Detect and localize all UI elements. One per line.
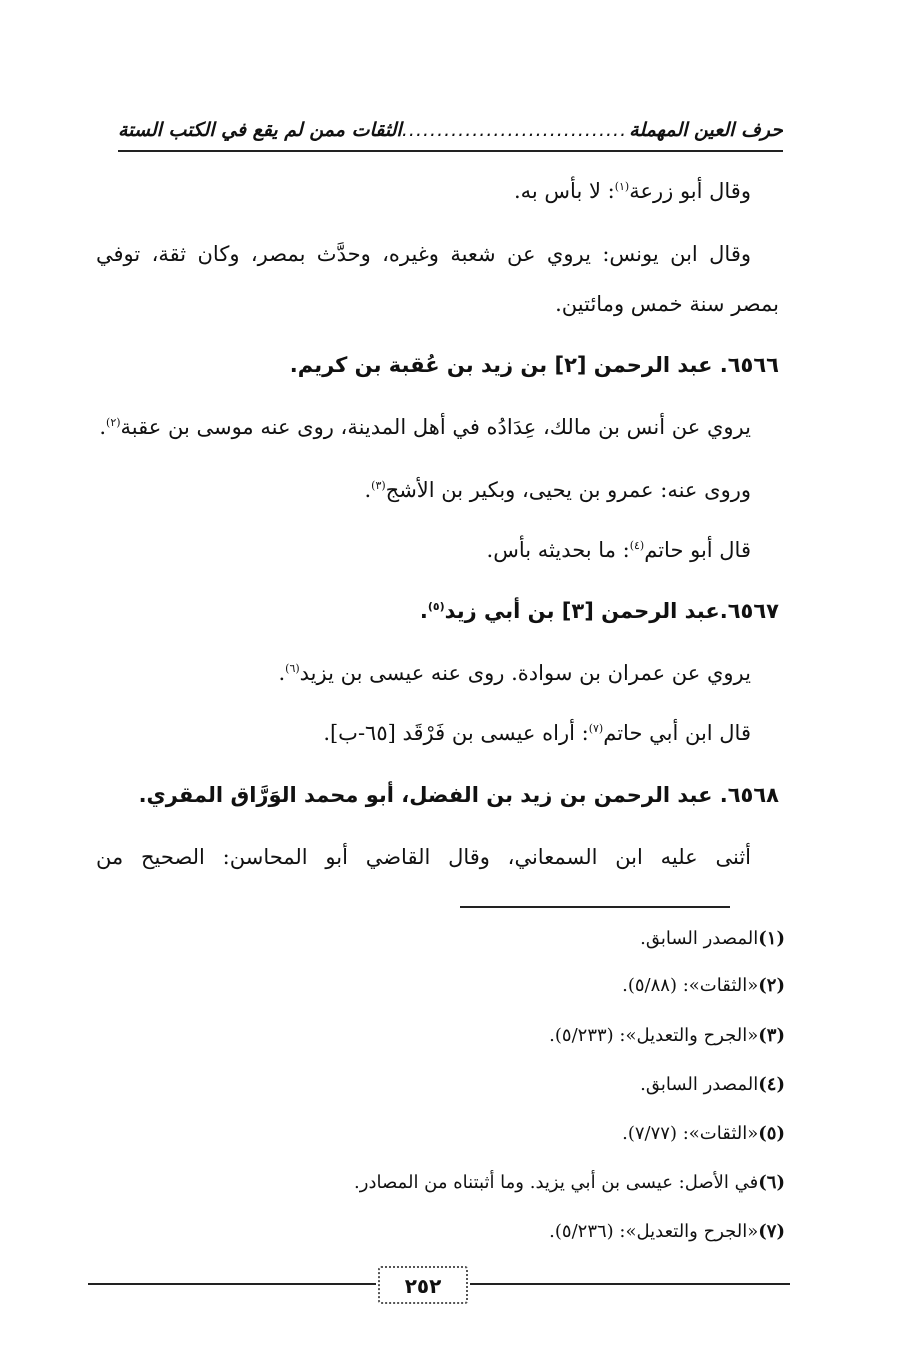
footnote: (٧)«الجرح والتعديل»: (٥/٢٣٦). [549, 1221, 785, 1242]
footnote-ref: (٧) [588, 722, 604, 735]
text-line: قال أبو حاتم$^{(٤)}$: ما بحديثه بأس. [486, 538, 751, 562]
footnote-ref: (٥) [427, 600, 445, 613]
page-number: ٢٥٢ [378, 1266, 468, 1304]
text-line: بمصر سنة خمس ومائتين. [555, 292, 779, 316]
footnote: (٢)«الثقات»: (٥/٨٨). [622, 975, 785, 996]
entry-heading: ٦٥٦٨. عبد الرحمن بن زيد بن الفضل، أبو محمد الوَرَّاق المقري. [138, 783, 779, 807]
text-line: وروى عنه: عمرو بن يحيى، وبكير بن الأشج$^{(٣)}$. [364, 478, 751, 502]
bottom-rule-left [88, 1283, 376, 1285]
header-rule [118, 150, 783, 152]
text-line: يروي عن عمران بن سوادة. روى عنه عيسى بن يزيد$^{(٦)}$. [278, 661, 751, 685]
entry-heading: ٦٥٦٧.عبد الرحمن [٣] بن أبي زيد$^{(٥)}$. [419, 599, 779, 623]
entry-heading: ٦٥٦٦. عبد الرحمن [٢] بن زيد بن عُقبة بن كريم. [289, 353, 779, 377]
running-header [118, 112, 783, 148]
footnote-ref: (٦) [285, 662, 300, 675]
bottom-rule-right [470, 1283, 790, 1285]
footnote-ref: (٣) [371, 479, 386, 492]
footnote: (٦)في الأصل: عيسى بن أبي يزيد. وما أثبتناه من المصادر. [354, 1172, 785, 1193]
footnote: (٣)«الجرح والتعديل»: (٥/٢٣٣). [549, 1025, 785, 1046]
text-line: يروي عن أنس بن مالك، عِدَادُه في أهل المدينة، روى عنه موسى بن عقبة$^{(٢)}$. [99, 415, 751, 439]
text-line: قال ابن أبي حاتم$^{(٧)}$: أراه عيسى بن فَرْقَد [٦٥-ب]. [323, 721, 751, 745]
footnote-ref: (١) [614, 180, 630, 193]
header-book-title: الثقات ممن لم يقع في الكتب الستة [118, 119, 402, 141]
text-line: وقال أبو زرعة$^{(١)}$: لا بأس به. [513, 179, 751, 203]
text-line: أثنى عليه ابن السمعاني، وقال القاضي أبو المحاسن: الصحيح من [96, 845, 751, 869]
footnote: (٥)«الثقات»: (٧/٧٧). [622, 1123, 785, 1144]
footnote-separator [460, 906, 730, 908]
header-leader-dots [402, 119, 629, 141]
footnote: (٤)المصدر السابق. [640, 1074, 785, 1095]
footnote: (١)المصدر السابق. [640, 928, 785, 949]
footnote-ref: (٤) [629, 539, 645, 552]
text-line: وقال ابن يونس: يروي عن شعبة وغيره، وحدَّث بمصر، وكان ثقة، توفي [96, 242, 751, 266]
header-chapter-title: حرف العين المهملة [629, 119, 783, 141]
footnote-ref: (٢) [106, 416, 121, 429]
